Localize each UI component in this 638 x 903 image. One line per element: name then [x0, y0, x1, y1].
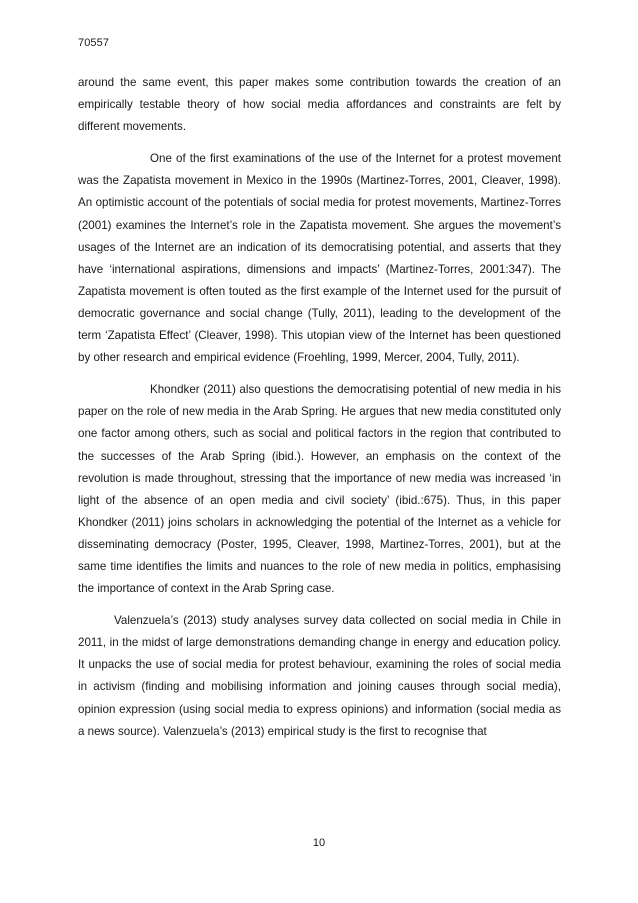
- body-text: [78, 72, 561, 743]
- paragraph-zapatista: One of the first examinations of the use of the Internet for a protest movement was the Zapatista movement in Mexico in the 1990s (Martinez-Torres, 2001, Cleaver, 1998). An optimistic account of the potentials of social media for protest movements, Martinez-Torres (2001) examines the Internet’s role in the Zapatista movement. She argues the movement’s usages of the Internet are an indication of its democratising potential, and asserts that they have ‘international aspirations, dimensions and impacts’ (Martinez-Torres, 2001:347). The Zapatista movement is often touted as the first example of the Internet used for the pursuit of democratic governance and social change (Tully, 2011), leading to the development of the term ‘Zapatista Effect’ (Cleaver, 1998). This utopian view of the Internet has been questioned by other research and empirical evidence (Froehling, 1999, Mercer, 2004, Tully, 2011).: [78, 152, 561, 365]
- paragraph-khondker: Khondker (2011) also questions the democratising potential of new media in his paper on the role of new media in the Arab Spring. He argues that new media constituted only one factor among others, such as social and political factors in the region that contributed to the successes of the Arab Spring (ibid.). However, an emphasis on the context of the revolution is made throughout, stressing that the importance of new media was increased ‘in light of the absence of an open media and civil society’ (ibid.:675). Thus, in this paper Khondker (2011) joins scholars in acknowledging the potential of the Internet as a vehicle for disseminating democracy (Poster, 1995, Cleaver, 1998, Martinez-Torres, 2001), but at the same time identifies the limits and nuances to the role of new media in politics, emphasising the importance of context in the Arab Spring case.: [78, 383, 561, 596]
- document-id-header: 70557: [78, 37, 110, 49]
- paragraph-valenzuela: Valenzuela’s (2013) study analyses survey data collected on social media in Chile in 2011, in the midst of large demonstrations demanding change in energy and education policy. It unpacks the use of social media for protest behaviour, examining the roles of social media in activism (finding and mobilising information and joining causes through social media), opinion expression (using social media to express opinions) and information (social media as a news source). Valenzuela’s (2013) empirical study is the first to recognise that: [78, 614, 561, 738]
- page-number: 10: [312, 837, 326, 849]
- paragraph-continuation: around the same event, this paper makes some contribution towards the creation of an empirically testable theory of how social media affordances and constraints are felt by different movements.: [78, 76, 561, 134]
